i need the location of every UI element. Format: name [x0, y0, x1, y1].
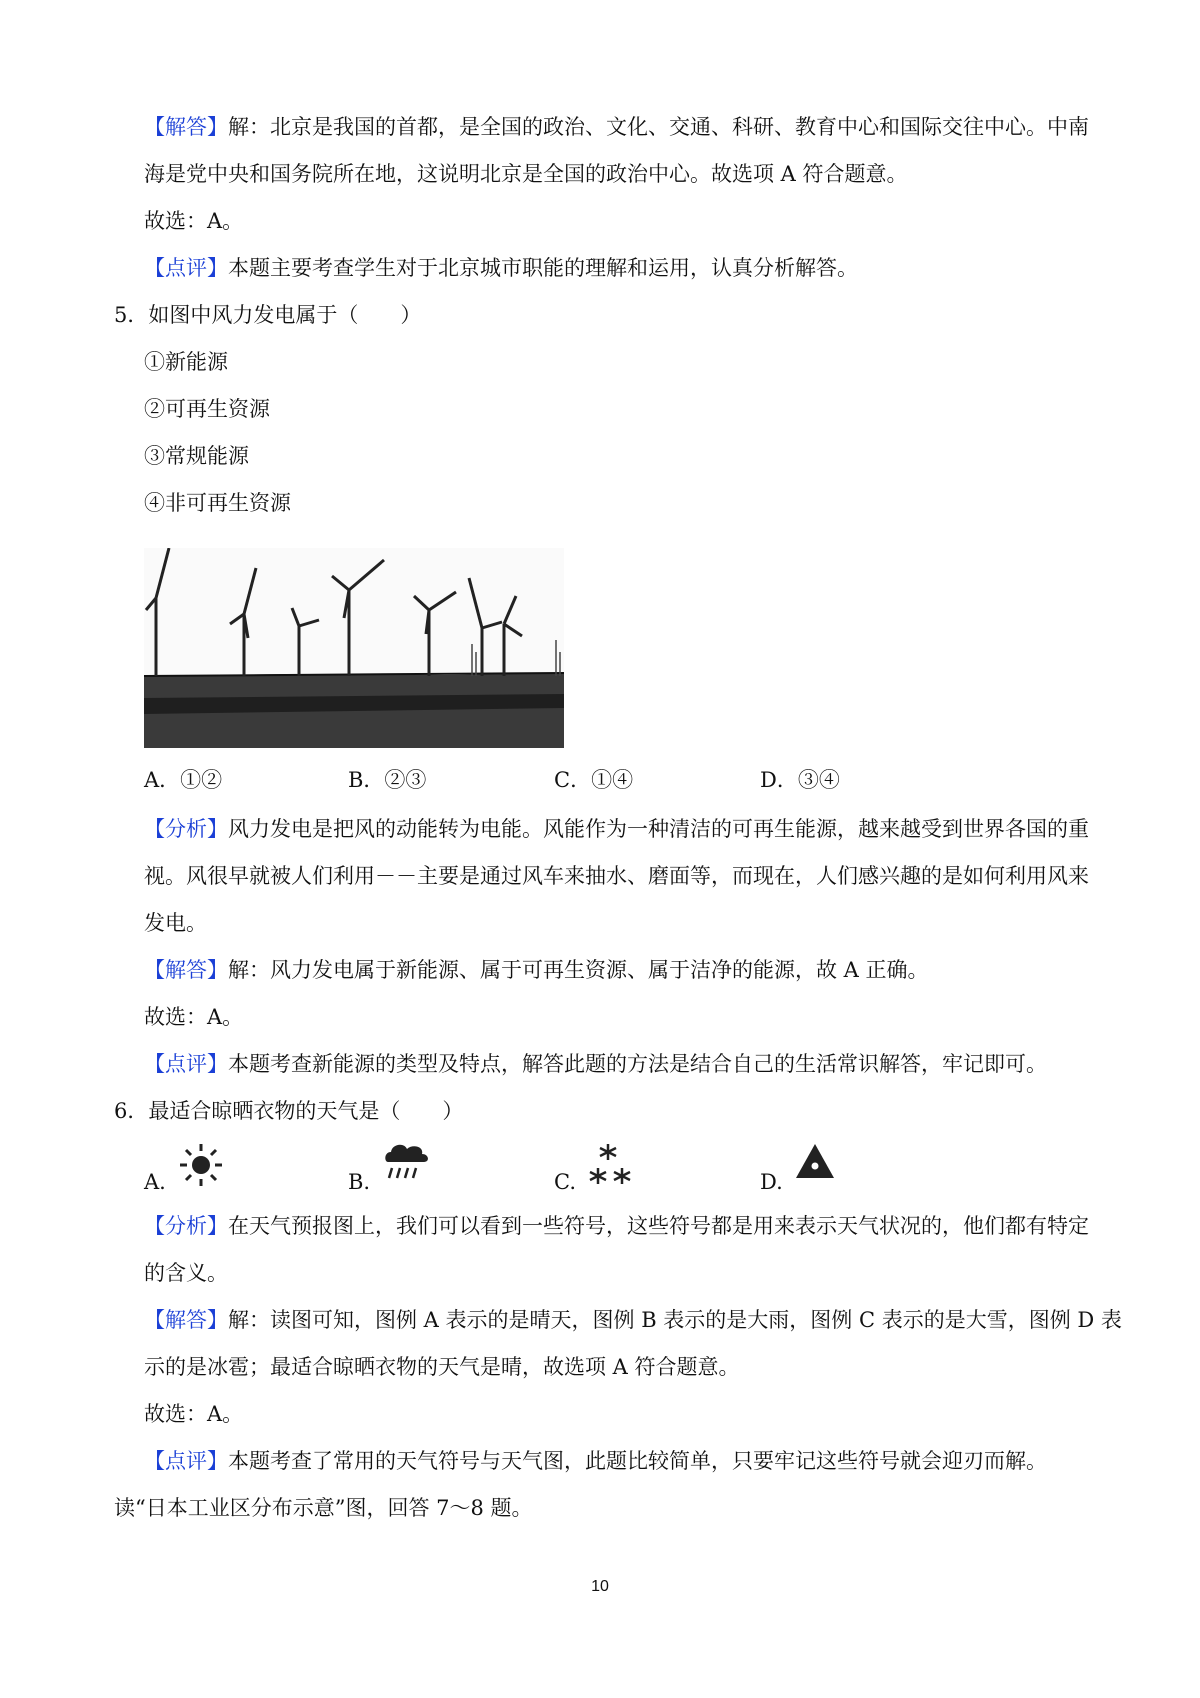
- q5-comment: 【点评】本题考查新能源的类型及特点，解答此题的方法是结合自己的生活常识解答，牢记即可。: [144, 1052, 1047, 1076]
- q4-answer-line-1: 【解答】解：北京是我国的首都，是全国的政治、文化、交通、科研、教育中心和国际交往中心。中南: [144, 115, 1089, 139]
- q5-item-4: ④非可再生资源: [144, 491, 291, 515]
- page-number: 10: [591, 1578, 609, 1595]
- q6-comment: 【点评】本题考查了常用的天气符号与天气图，此题比较简单，只要牢记这些符号就会迎刃而解。: [144, 1449, 1047, 1473]
- q5-answer: 【解答】解：风力发电属于新能源、属于可再生资源、属于洁净的能源，故 A 正确。: [144, 958, 929, 982]
- q6-option-b: B.: [348, 1170, 371, 1194]
- q6-analysis-line-1: 【分析】在天气预报图上，我们可以看到一些符号，这些符号都是用来表示天气状况的，他们都有特定: [144, 1214, 1089, 1238]
- q5-item-1: ①新能源: [144, 350, 228, 374]
- q6-option-c: C.: [554, 1170, 576, 1194]
- q5-item-2: ②可再生资源: [144, 397, 270, 421]
- q6-answer-line-1: 【解答】解：读图可知，图例 A 表示的是晴天，图例 B 表示的是大雨，图例 C 表示的是大雪，图例 D 表: [144, 1308, 1122, 1332]
- q5-analysis-line-3: 发电。: [144, 911, 207, 935]
- q6-stem: 6．最适合晾晒衣物的天气是（ ）: [114, 1099, 464, 1123]
- answer-tag: 【解答】: [144, 958, 228, 982]
- next-question-intro: 读“日本工业区分布示意”图，回答 7～8 题。: [114, 1496, 533, 1520]
- q5-option-b: B．②③: [348, 768, 427, 792]
- rain-cloud-icon: [382, 1140, 432, 1186]
- q4-comment: 【点评】本题主要考查学生对于北京城市职能的理解和运用，认真分析解答。: [144, 256, 858, 280]
- q6-choice: 故选：A。: [144, 1402, 244, 1426]
- q5-analysis-line-2: 视。风很早就被人们利用－－主要是通过风车来抽水、磨面等，而现在，人们感兴趣的是如何利用风来: [144, 864, 1089, 888]
- q5-option-d: D．③④: [760, 768, 840, 792]
- sun-icon: [178, 1142, 224, 1188]
- q6-option-d: D.: [760, 1170, 783, 1194]
- snow-icon: [588, 1142, 638, 1188]
- q5-stem: 5．如图中风力发电属于（ ）: [114, 303, 422, 327]
- q6-answer-line-2: 示的是冰雹；最适合晾晒衣物的天气是晴，故选项 A 符合题意。: [144, 1355, 740, 1379]
- q4-choice: 故选：A。: [144, 209, 244, 233]
- hail-icon: [794, 1142, 836, 1180]
- q5-analysis-line-1: 【分析】风力发电是把风的动能转为电能。风能作为一种清洁的可再生能源，越来越受到世界各国的重: [144, 817, 1089, 841]
- comment-tag: 【点评】: [144, 1052, 228, 1076]
- analysis-tag: 【分析】: [144, 1214, 228, 1238]
- q5-option-a: A．①②: [144, 768, 223, 792]
- q5-choice: 故选：A。: [144, 1005, 244, 1029]
- q4-answer-line-2: 海是党中央和国务院所在地，这说明北京是全国的政治中心。故选项 A 符合题意。: [144, 162, 908, 186]
- q5-item-3: ③常规能源: [144, 444, 249, 468]
- answer-tag: 【解答】: [144, 115, 228, 139]
- comment-tag: 【点评】: [144, 1449, 228, 1473]
- comment-tag: 【点评】: [144, 256, 228, 280]
- q6-option-a: A.: [144, 1170, 166, 1194]
- answer-tag: 【解答】: [144, 1308, 228, 1332]
- analysis-tag: 【分析】: [144, 817, 228, 841]
- q6-analysis-line-2: 的含义。: [144, 1261, 228, 1285]
- q5-option-c: C．①④: [554, 768, 634, 792]
- wind-turbine-photo: [144, 548, 564, 748]
